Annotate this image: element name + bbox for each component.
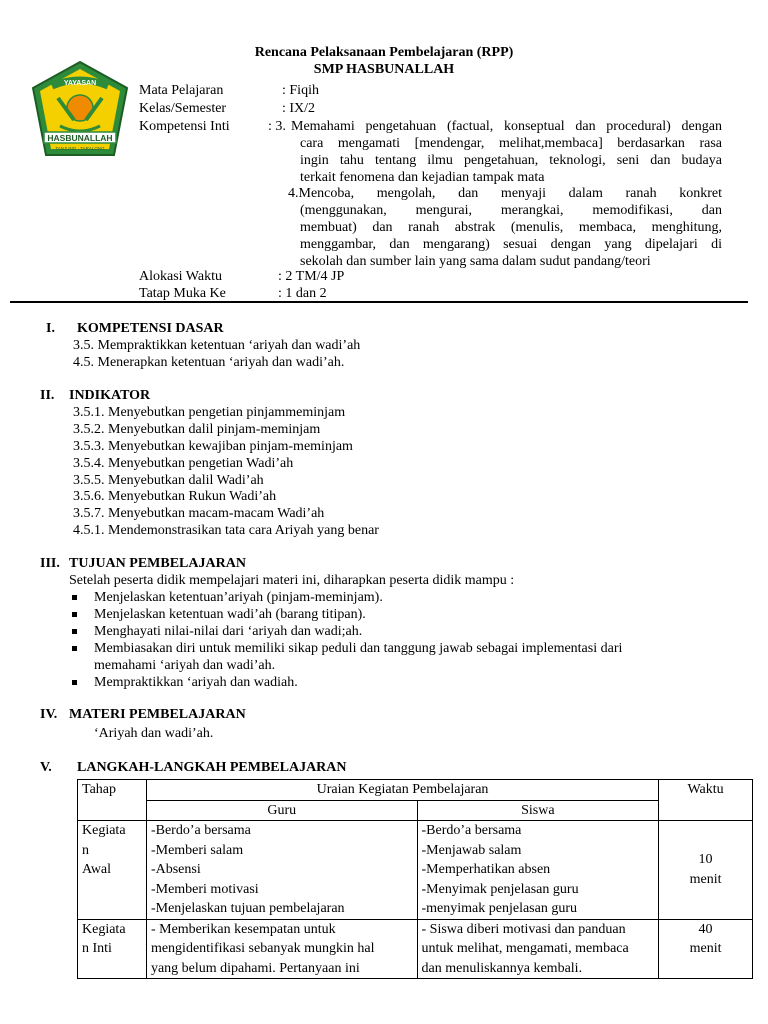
ki4-line: menggambar, dan mengarang) sesuai dengan yang dipelajari di [300, 237, 722, 252]
ki3-prefix: : 3. [268, 119, 286, 134]
header-guru: Guru [146, 800, 417, 821]
ki4-line: sekolah dan sumber lain yang sama dalam sudut pandang/teori [300, 254, 651, 269]
mapel-value: : Fiqih [282, 83, 319, 98]
header-uraian: Uraian Kegiatan Pembelajaran [146, 780, 658, 801]
header-divider [10, 301, 748, 303]
section-1-number: I. [46, 321, 55, 336]
table-row [78, 821, 753, 920]
tujuan-item-cont: memahami ‘ariyah dan wadi’ah. [94, 658, 276, 673]
tujuan-item: Menjelaskan ketentuan wadi’ah (barang titipan). [94, 606, 366, 623]
tatap-value: : 1 dan 2 [278, 286, 327, 301]
section-2-number: II. [40, 388, 55, 403]
ki4-text [300, 202, 722, 270]
tatap-label: Tatap Muka Ke [139, 286, 226, 301]
bullet-square-icon [72, 680, 77, 685]
mapel-label: Mata Pelajaran [139, 83, 224, 98]
logo-bottom-text: TANJUNG · TARALONG [55, 146, 105, 151]
siswa-cell: - Siswa diberi motivasi dan panduan untuk melihat, mengamati, membaca dan menuliskannya kembali. [417, 919, 659, 979]
ki3-line: terkait fenomena dan kejadian tampak mata [300, 170, 545, 185]
tujuan-item: Mempraktikkan ‘ariyah dan wadiah. [94, 674, 298, 691]
ki3-text [291, 118, 722, 135]
waktu-cell: 10 menit [659, 821, 753, 920]
alokasi-label: Alokasi Waktu [139, 269, 222, 284]
tahap-cell: Kegiata n Inti [78, 919, 147, 979]
bullet-square-icon [72, 612, 77, 617]
kd-item: 4.5. Menerapkan ketentuan ‘ariyah dan wadi’ah. [73, 355, 345, 370]
tujuan-intro: Setelah peserta didik mempelajari materi ini, diharapkan peserta didik mampu : [69, 573, 515, 588]
table-subheader-row [78, 800, 753, 821]
section-3-title: TUJUAN PEMBELAJARAN [69, 556, 246, 571]
ki3-line: cara mengamati [mendengar, melihat,membaca] berdasarkan rasa [300, 136, 722, 151]
header-siswa: Siswa [417, 800, 659, 821]
tujuan-item: Membiasakan diri untuk memiliki sikap peduli dan tanggung jawab sebagai implementasi dari [94, 640, 622, 657]
header-tahap: Tahap [78, 780, 147, 821]
materi-text: ‘Ariyah dan wadi’ah. [94, 726, 214, 741]
kelas-label: Kelas/Semester [139, 101, 227, 116]
section-5-title: LANGKAH-LANGKAH PEMBELAJARAN [77, 760, 347, 775]
kelas-value: : IX/2 [282, 101, 316, 116]
bullet-square-icon [72, 646, 77, 651]
ki4-first [288, 185, 722, 202]
section-4-number: IV. [40, 707, 58, 722]
kd-item: 3.5. Mempraktikkan ketentuan ‘ariyah dan wadi’ah [73, 338, 361, 353]
steps-table [77, 779, 753, 979]
school-logo [30, 60, 130, 160]
indikator-item: 3.5.2. Menyebutkan dalil pinjam-meminjam [73, 422, 321, 437]
guru-cell: - Memberikan kesempatan untuk mengidentifikasi sebanyak mungkin hal yang belum dipahami. Pertanyaan ini [146, 919, 417, 979]
indikator-item: 3.5.7. Menyebutkan macam-macam Wadi’ah [73, 506, 325, 521]
table-header-row [78, 780, 753, 801]
siswa-cell: -Berdo’a bersama -Menjawab salam -Memperhatikan absen -Menyimak penjelasan guru -menyimak penjelasan guru [417, 821, 659, 920]
tahap-cell: Kegiata n Awal [78, 821, 147, 920]
ki4-line: 4.Mencoba, mengolah, dan menyaji dalam ranah konkret [288, 186, 722, 201]
alokasi-value: : 2 TM/4 JP [278, 269, 345, 284]
indikator-item: 3.5.5. Menyebutkan dalil Wadi’ah [73, 473, 264, 488]
section-3-number: III. [40, 556, 60, 571]
ki4-line: membuat) dan ranah abstrak (menulis, membaca, menghitung, [300, 220, 722, 235]
guru-cell: -Berdo’a bersama -Memberi salam -Absensi -Memberi motivasi -Menjelaskan tujuan pembelajaran [146, 821, 417, 920]
section-4-title: MATERI PEMBELAJARAN [69, 707, 246, 722]
table-row [78, 919, 753, 979]
indikator-item: 3.5.3. Menyebutkan kewajiban pinjam-meminjam [73, 439, 353, 454]
header-waktu: Waktu [659, 780, 753, 821]
logo-banner: HASBUNALLAH [47, 133, 113, 143]
ki-label: Kompetensi Inti [139, 119, 230, 134]
ki3-line: Memahami pengetahuan (factual, konseptual dan procedural) dengan [291, 119, 722, 134]
section-2-title: INDIKATOR [69, 388, 151, 403]
indikator-item: 4.5.1. Mendemonstrasikan tata cara Ariyah yang benar [73, 523, 379, 538]
section-5-number: V. [40, 760, 52, 775]
bullet-square-icon [72, 629, 77, 634]
document-title: Rencana Pelaksanaan Pembelajaran (RPP) [254, 45, 514, 60]
section-1-title: KOMPETENSI DASAR [77, 321, 224, 336]
ki4-line: (menggunakan, mengurai, merangkai, memodifikasi, dan [300, 203, 722, 218]
tujuan-item: Menjelaskan ketentuan’ariyah (pinjam-meminjam). [94, 589, 383, 606]
ki3-line: ingin tahu tentang ilmu pengetahuan, teknologi, seni dan budaya [300, 153, 722, 168]
indikator-item: 3.5.6. Menyebutkan Rukun Wadi’ah [73, 489, 277, 504]
ki3-text-cont [300, 135, 722, 186]
waktu-cell: 40 menit [659, 919, 753, 979]
indikator-item: 3.5.1. Menyebutkan pengetian pinjammeminjam [73, 405, 346, 420]
logo-top-text: YAYASAN [63, 80, 97, 87]
bullet-square-icon [72, 595, 77, 600]
school-name: SMP HASBUNALLAH [313, 62, 455, 77]
tujuan-item: Menghayati nilai-nilai dari ‘ariyah dan wadi;ah. [94, 623, 362, 640]
indikator-item: 3.5.4. Menyebutkan pengetian Wadi’ah [73, 456, 294, 471]
